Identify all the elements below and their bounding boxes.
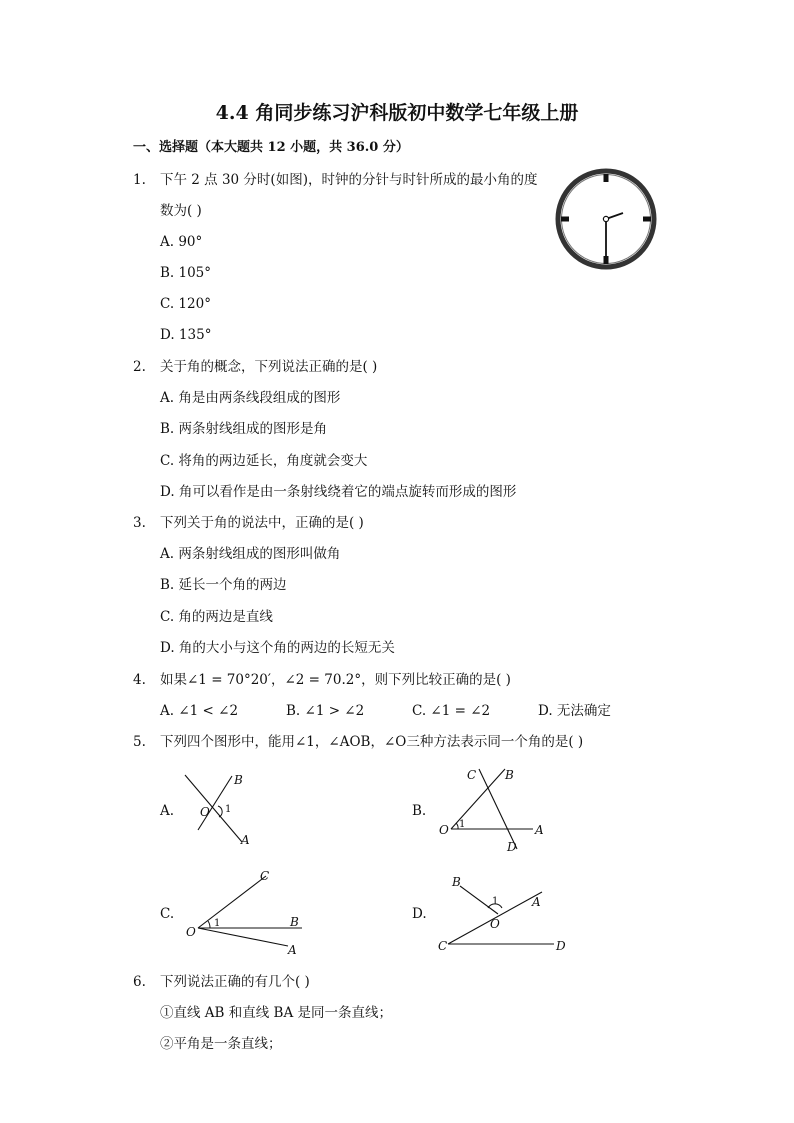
figure-a-label-o: O <box>200 805 210 819</box>
figure-a-label-1: 1 <box>225 804 232 815</box>
question-4-number: 4. <box>133 672 146 688</box>
figure-c-label-1: 1 <box>214 918 221 929</box>
figure-d-label-d: D <box>556 939 566 953</box>
figure-d-label-c: C <box>438 939 448 953</box>
question-3-option-d: D. 角的大小与这个角的两边的长短无关 <box>160 640 395 656</box>
question-5-option-c: C. <box>160 906 175 922</box>
question-5-number: 5. <box>133 734 146 750</box>
question-4-option-c: C. ∠1 = ∠2 <box>412 703 491 719</box>
question-2-option-a: A. 角是由两条线段组成的图形 <box>160 390 341 406</box>
figure-a <box>180 770 260 850</box>
figure-b <box>435 765 555 857</box>
question-3-option-a: A. 两条射线组成的图形叫做角 <box>160 546 341 562</box>
question-2-option-c: C. 将角的两边延长，角度就会变大 <box>160 453 368 469</box>
figure-b-label-d: D <box>507 840 517 854</box>
question-6-statement-1: ①直线 AB 和直线 BA 是同一条直线； <box>160 1005 393 1021</box>
question-1-option-d: D. 135° <box>160 327 212 343</box>
question-2-option-b: B. 两条射线组成的图形是角 <box>160 421 328 437</box>
figure-d-label-1: 1 <box>492 896 499 907</box>
question-3-number: 3. <box>133 515 146 531</box>
question-4-option-b: B. ∠1 > ∠2 <box>286 703 365 719</box>
figure-c-label-o: O <box>186 925 196 939</box>
question-1-number: 1. <box>133 172 146 188</box>
question-6-statement-2: ②平角是一条直线； <box>160 1036 282 1052</box>
question-5-option-a: A. <box>160 803 175 819</box>
figure-b-label-o: O <box>439 823 449 837</box>
question-2-number: 2. <box>133 359 146 375</box>
question-2-stem: 关于角的概念，下列说法正确的是( ) <box>160 359 378 375</box>
figure-d <box>436 870 576 958</box>
question-4-option-d: D. 无法确定 <box>538 703 611 719</box>
figure-c <box>184 866 314 958</box>
figure-b-label-c: C <box>467 768 477 782</box>
page-title: 4.4 角同步练习沪科版初中数学七年级上册 <box>215 102 579 124</box>
question-1-stem-line1: 下午 2 点 30 分时(如图)，时钟的分针与时针所成的最小角的度 <box>160 172 538 188</box>
figure-b-label-1: 1 <box>459 819 466 830</box>
question-1-stem-line2: 数为( ) <box>160 203 202 219</box>
question-3-option-c: C. 角的两边是直线 <box>160 609 273 625</box>
figure-c-label-c: C <box>260 869 270 883</box>
question-1-option-a: A. 90° <box>160 234 203 250</box>
question-1-option-b: B. 105° <box>160 265 212 281</box>
figure-c-label-b: B <box>290 915 299 929</box>
clock-figure <box>554 167 658 271</box>
question-5-stem: 下列四个图形中，能用∠1，∠AOB，∠O三种方法表示同一个角的是( ) <box>160 734 584 750</box>
figure-a-label-b: B <box>234 773 243 787</box>
figure-a-label-a: A <box>241 833 250 847</box>
figure-d-label-a: A <box>532 895 541 909</box>
section-header: 一、选择题（本大题共 12 小题，共 36.0 分） <box>133 140 409 155</box>
figure-c-label-a: A <box>288 943 297 957</box>
figure-d-label-o: O <box>490 917 500 931</box>
figure-b-label-b: B <box>505 768 514 782</box>
question-5-option-d: D. <box>412 906 427 922</box>
question-5-option-b: B. <box>412 803 427 819</box>
question-6-stem: 下列说法正确的有几个( ) <box>160 974 310 990</box>
question-4-option-a: A. ∠1 < ∠2 <box>160 703 239 719</box>
question-3-option-b: B. 延长一个角的两边 <box>160 577 287 593</box>
question-2-option-d: D. 角可以看作是由一条射线绕着它的端点旋转而形成的图形 <box>160 484 517 500</box>
question-3-stem: 下列关于角的说法中，正确的是( ) <box>160 515 364 531</box>
figure-b-label-a: A <box>535 823 544 837</box>
question-1-option-c: C. 120° <box>160 296 211 312</box>
question-6-number: 6. <box>133 974 146 990</box>
figure-d-label-b: B <box>452 875 461 889</box>
question-4-stem: 如果∠1 = 70°20′，∠2 = 70.2°，则下列比较正确的是( ) <box>160 672 511 688</box>
